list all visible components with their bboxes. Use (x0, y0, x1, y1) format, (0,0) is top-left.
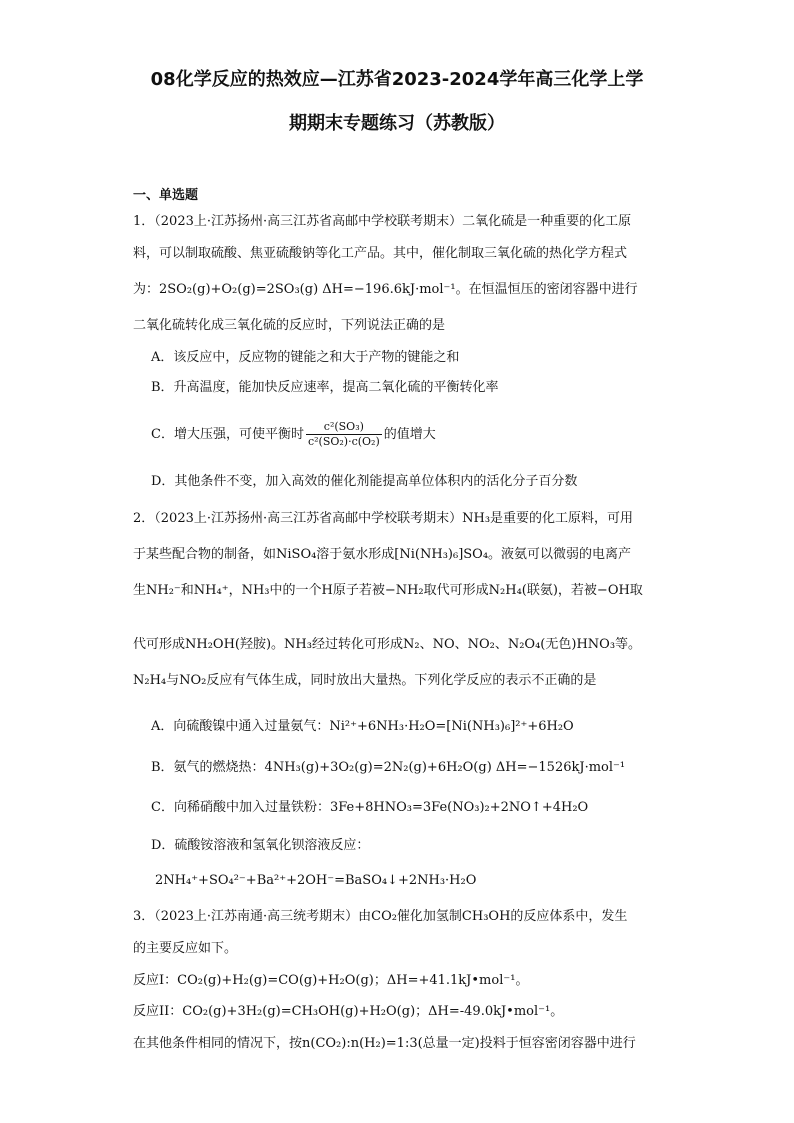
q2-line3: 生NH₂⁻和NH₄⁺，NH₃中的一个H原子若被−NH₂取代可形成N₂H₄(联氨)，若被−OH取 (133, 583, 643, 598)
q1-fraction-denominator: c²(SO₂)·c(O₂) (307, 435, 380, 448)
q1-option-c-fraction (306, 420, 382, 449)
q2-line5: N₂H₄与NO₂反应有气体生成，同时放出大量热。下列化学反应的表示不正确的是 (133, 673, 597, 688)
q2-option-d: D．硫酸铵溶液和氢氧化钡溶液反应： (151, 838, 370, 853)
q1-line3: 为：2SO₂(g)+O₂(g)=2SO₃(g) ΔH=−196.6kJ·mol⁻¹。在恒温恒压的密闭容器中进行 (133, 282, 638, 297)
q3-reaction-1: 反应I：CO₂(g)+H₂(g)=CO(g)+H₂O(g)；ΔH=+41.1kJ•mol⁻¹。 (133, 973, 529, 988)
q3-line5: 在其他条件相同的情况下，按n(CO₂):n(H₂)=1:3(总量一定)投料于恒容密闭容器中进行 (133, 1036, 636, 1051)
doc-title-line1: 08化学反应的热效应—江苏省2023-2024学年高三化学上学 (150, 69, 644, 90)
q2-option-b: B．氨气的燃烧热：4NH₃(g)+3O₂(g)=2N₂(g)+6H₂O(g) ΔH=−1526kJ·mol⁻¹ (151, 760, 626, 775)
q3-line1: 3．（2023上·江苏南通·高三统考期末）由CO₂催化加氢制CH₃OH的反应体系中，发生 (133, 909, 628, 924)
section-heading: 一、单选题 (133, 188, 199, 203)
q1-option-a: A．该反应中，反应物的键能之和大于产物的键能之和 (151, 350, 460, 365)
q2-line2: 于某些配合物的制备，如NiSO₄溶于氨水形成[Ni(NH₃)₆]SO₄。液氨可以微弱的电离产 (133, 547, 632, 562)
q2-line4: 代可形成NH₂OH(羟胺)。NH₃经过转化可形成N₂、NO、NO₂、N₂O₄(无色)HNO₃等。 (133, 637, 642, 652)
q1-option-c-suffix: 的值增大 (383, 427, 436, 442)
q2-option-d-equation: 2NH₄⁺+SO₄²⁻+Ba²⁺+2OH⁻=BaSO₄↓+2NH₃·H₂O (155, 873, 477, 888)
q1-option-c (151, 420, 436, 449)
q2-line1: 2．（2023上·江苏扬州·高三江苏省高邮中学校联考期末）NH₃是重要的化工原料，可用 (133, 511, 634, 526)
q1-fraction-numerator: c²(SO₃) (323, 420, 364, 433)
q3-reaction-2: 反应II：CO₂(g)+3H₂(g)=CH₃OH(g)+H₂O(g)；ΔH=-49.0kJ•mol⁻¹。 (133, 1004, 564, 1019)
q1-line4: 二氧化硫转化成三氧化硫的反应时，下列说法正确的是 (133, 318, 446, 333)
q1-line1: 1．（2023上·江苏扬州·高三江苏省高邮中学校联考期末）二氧化硫是一种重要的化工原 (133, 214, 632, 229)
q2-option-c: C．向稀硝酸中加入过量铁粉：3Fe+8HNO₃=3Fe(NO₃)₂+2NO↑+4H₂O (151, 800, 589, 815)
doc-title-line2: 期期末专题练习（苏教版） (289, 113, 505, 134)
q1-option-b: B．升高温度，能加快反应速率，提高二氧化硫的平衡转化率 (151, 380, 499, 395)
q1-option-c-prefix: C．增大压强，可使平衡时 (151, 427, 304, 442)
q2-option-a: A．向硫酸镍中通入过量氨气：Ni²⁺+6NH₃·H₂O=[Ni(NH₃)₆]²⁺+6H₂O (151, 719, 574, 734)
q3-line2: 的主要反应如下。 (133, 941, 238, 956)
q1-option-d: D．其他条件不变，加入高效的催化剂能提高单位体积内的活化分子百分数 (151, 474, 578, 489)
q1-line2: 料，可以制取硫酸、焦亚硫酸钠等化工产品。其中，催化制取三氧化硫的热化学方程式 (133, 246, 628, 261)
